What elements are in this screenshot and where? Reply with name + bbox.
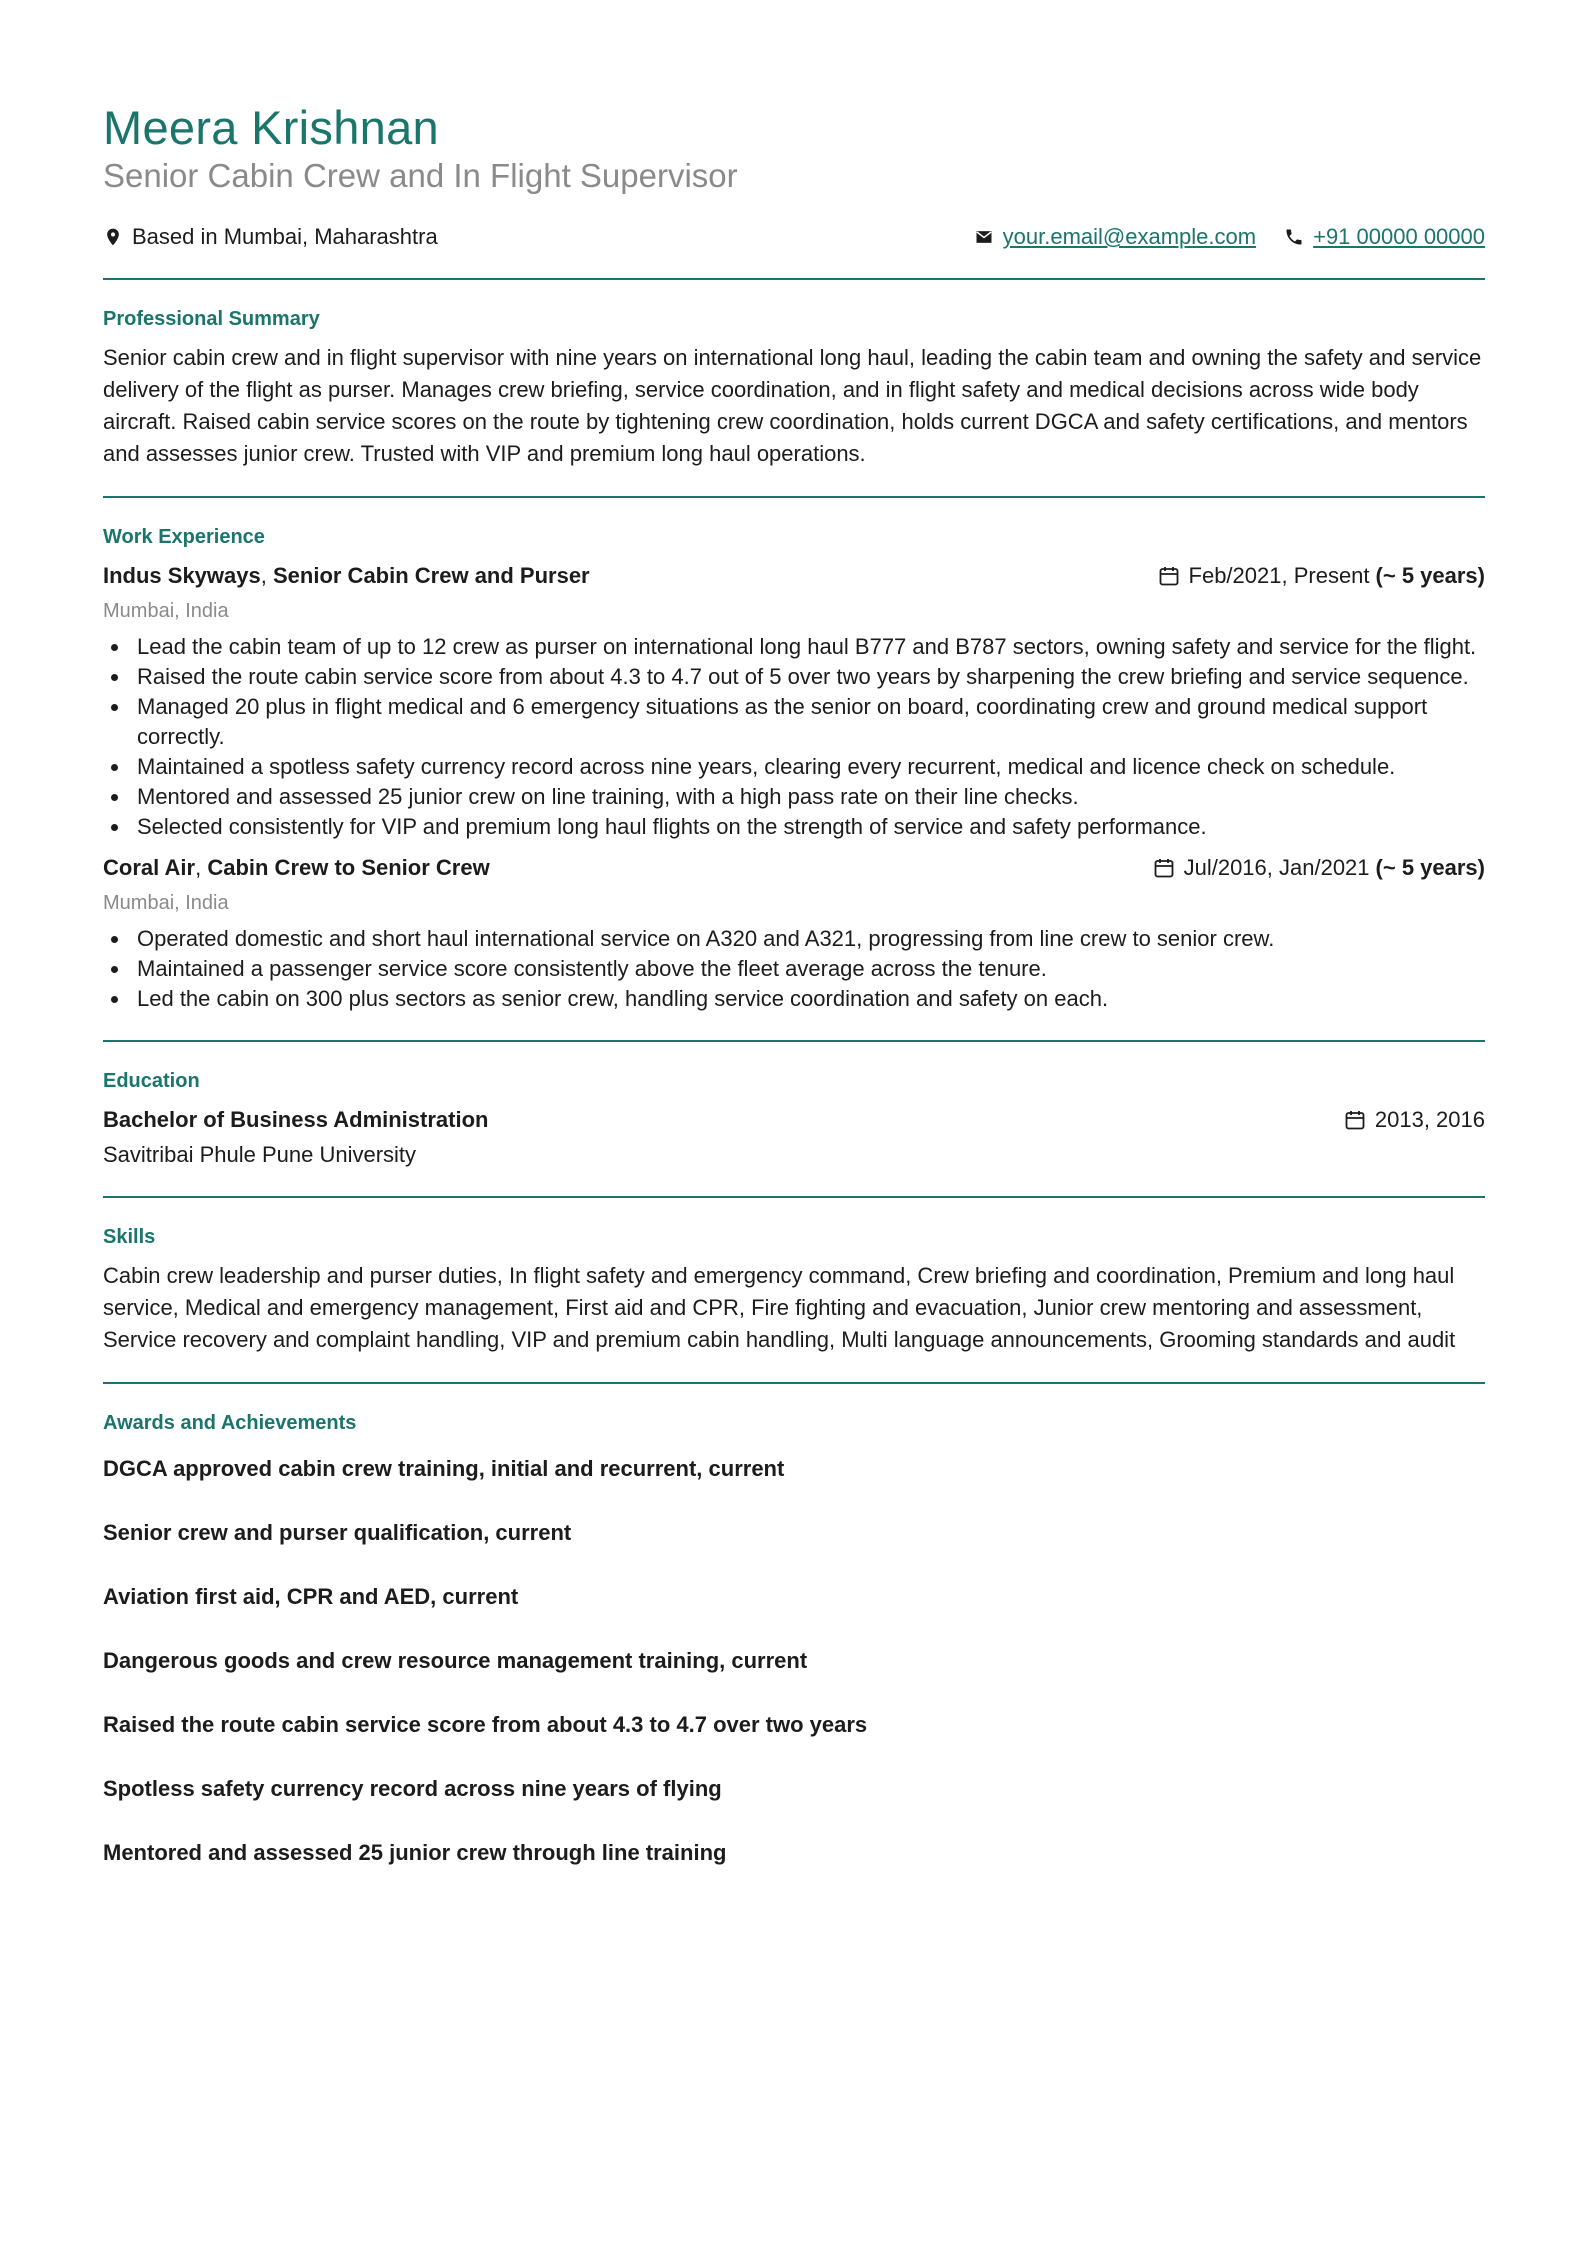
phone-icon [1284,227,1304,247]
contact-right [974,224,1485,250]
job-role: Senior Cabin Crew and Purser [272,563,590,588]
job-header [103,560,1485,592]
education-dates [1343,1107,1485,1133]
education-degree: Bachelor of Business Administration [103,1107,489,1132]
job-header [103,852,1485,884]
award-item: Aviation first aid, CPR and AED, current [103,1584,519,1609]
award-item: Spotless safety currency record across nine years of flying [103,1776,722,1801]
list-item: Mentored and assessed 25 junior crew on line training, with a high pass rate on their line checks. [103,782,1485,812]
job-location: Mumbai, India [103,600,229,622]
skills-heading: Skills [103,1226,156,1248]
job-title-line: Coral Air, Cabin Crew to Senior Crew [103,855,490,880]
list-item: Raised the route cabin service score from about 4.3 to 4.7 out of 5 over two years by sharpening the crew briefing and service sequence. [103,662,1485,692]
email-link[interactable]: your.email@example.com [1002,224,1257,249]
list-item: Led the cabin on 300 plus sectors as senior crew, handling service coordination and safety on each. [103,984,1485,1014]
award-item: Dangerous goods and crew resource management training, current [103,1648,808,1673]
award-item: DGCA approved cabin crew training, initial and recurrent, current [103,1456,785,1481]
list-item: Operated domestic and short haul international service on A320 and A321, progressing from line crew to senior crew. [103,924,1485,954]
email-item[interactable] [974,224,1256,250]
job-bullets [103,632,1485,842]
contact-row [103,222,1485,252]
job-duration: (~ 5 years) [1375,855,1485,880]
phone-item[interactable] [1284,224,1485,250]
job-entry-coral [103,852,1485,1014]
job-dates [1157,563,1485,589]
section-divider [103,1196,1485,1198]
education-header [103,1104,1485,1136]
awards-list [103,1454,1485,1868]
award-item: Mentored and assessed 25 junior crew through line training [103,1840,727,1865]
list-item: Lead the cabin team of up to 12 crew as purser on international long haul B777 and B787 sectors, owning safety and service for the flight. [103,632,1485,662]
candidate-name: Meera Krishnan [103,101,439,154]
summary-text: Senior cabin crew and in flight supervisor with nine years on international long haul, leading the cabin team and owning the safety and service delivery of the flight as purser. Manages crew briefing, service coordination, and in flight safety and medical decisions across wide body aircraft. Raised cabin service scores on the route by tightening crew coordination, holds current DGCA and safety certifications, and mentors and assesses junior crew. Trusted with VIP and premium long haul operations. [103,345,1482,466]
contact-left [103,224,438,250]
award-item: Raised the route cabin service score from about 4.3 to 4.7 over two years [103,1712,868,1737]
education-heading: Education [103,1070,200,1092]
phone-link[interactable]: +91 00000 00000 [1313,224,1485,249]
job-date-range: Feb/2021, Present [1188,563,1370,588]
list-item: Maintained a passenger service score consistently above the fleet average across the tenure. [103,954,1485,984]
experience-heading: Work Experience [103,526,265,548]
job-entry-indus [103,560,1485,842]
job-company: Indus Skyways [103,563,261,588]
calendar-icon [1152,856,1176,880]
job-bullets [103,924,1485,1014]
job-company: Coral Air [103,855,196,880]
job-dates [1152,855,1485,881]
section-divider [103,1382,1485,1384]
location-text: Based in Mumbai, Maharashtra [132,224,438,249]
job-role: Cabin Crew to Senior Crew [207,855,490,880]
education-date-range: 2013, 2016 [1374,1107,1485,1132]
list-item: Maintained a spotless safety currency record across nine years, clearing every recurrent, medical and licence check on schedule. [103,752,1485,782]
location-item [103,224,438,250]
list-item: Selected consistently for VIP and premium long haul flights on the strength of service and safety performance. [103,812,1485,842]
section-divider [103,278,1485,280]
award-item: Senior crew and purser qualification, current [103,1520,572,1545]
list-item: Managed 20 plus in flight medical and 6 emergency situations as the senior on board, coordinating crew and ground medical support correctly. [103,692,1485,752]
section-divider [103,1040,1485,1042]
envelope-icon [974,227,994,247]
map-pin-icon [103,227,123,247]
skills-text: Cabin crew leadership and purser duties, In flight safety and emergency command, Crew briefing and coordination, Premium and long haul service, Medical and emergency management, First aid and CPR, Fire fighting and evacuation, Junior crew mentoring and assessment, Service recovery and complaint handling, VIP and premium cabin handling, Multi language announcements, Grooming standards and audit [103,1263,1456,1352]
candidate-headline: Senior Cabin Crew and In Flight Supervisor [103,157,738,194]
education-school: Savitribai Phule Pune University [103,1142,417,1167]
summary-heading: Professional Summary [103,308,320,330]
job-title-line: Indus Skyways, Senior Cabin Crew and Purser [103,563,590,588]
job-location: Mumbai, India [103,892,229,914]
calendar-icon [1157,564,1181,588]
awards-heading: Awards and Achievements [103,1412,357,1434]
job-duration: (~ 5 years) [1375,563,1485,588]
section-divider [103,496,1485,498]
job-date-range: Jul/2016, Jan/2021 [1183,855,1370,880]
calendar-icon [1343,1108,1367,1132]
